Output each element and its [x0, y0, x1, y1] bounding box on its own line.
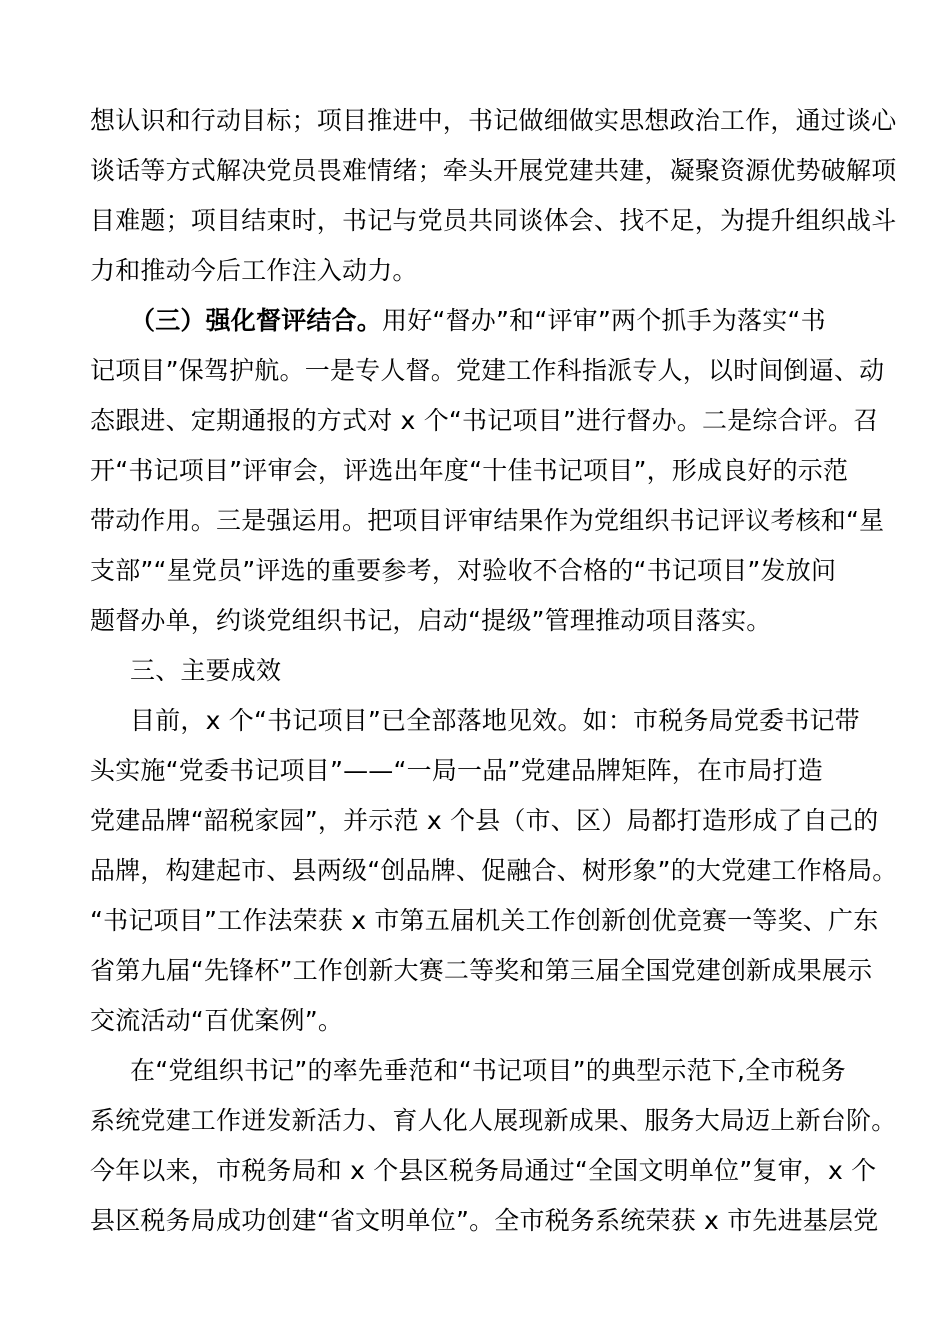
text-line: 目前，x 个“书记项目”已全部落地见效。如：市税务局党委书记带 [130, 706, 860, 735]
text-line: 今年以来，市税务局和 x 个县区税务局通过“全国文明单位”复审，x 个 [90, 1156, 877, 1185]
text-line: 在“党组织书记”的率先垂范和“书记项目”的典型示范下,全市税务 [130, 1056, 846, 1085]
text-line: 系统党建工作迸发新活力、育人化人展现新成果、服务大局迈上新台阶。 [90, 1106, 897, 1135]
text-line: 交流活动“百优案例”。 [90, 1006, 344, 1035]
text-line: 品牌，构建起市、县两级“创品牌、促融合、树形象”的大党建工作格局。 [90, 856, 898, 885]
text-line: 谈话等方式解决党员畏难情绪；牵头开展党建共建，凝聚资源优势破解项 [90, 156, 897, 185]
text-line: 头实施“党委书记项目”——“一局一品”党建品牌矩阵，在市局打造 [90, 756, 824, 785]
text-line: 记项目”保驾护航。一是专人督。党建工作科指派专人，以时间倒逼、动 [90, 356, 885, 385]
text-line: 开“书记项目”评审会，评选出年度“十佳书记项目”，形成良好的示范 [90, 456, 849, 485]
text-line: 县区税务局成功创建“省文明单位”。全市税务系统荣获 x 市先进基层党 [90, 1206, 879, 1235]
text-line: 支部”“星党员”评选的重要参考，对验收不合格的“书记项目”发放问 [90, 556, 837, 585]
text-line: 题督办单，约谈党组织书记，启动“提级”管理推动项目落实。 [90, 606, 772, 635]
text-line: 想认识和行动目标；项目推进中，书记做细做实思想政治工作，通过谈心 [90, 106, 897, 135]
text-line: 党建品牌“韶税家园”，并示范 x 个县（市、区）局都打造形成了自己的 [90, 806, 879, 835]
text-line: 态跟进、定期通报的方式对 x 个“书记项目”进行督办。二是综合评。召 [90, 406, 879, 435]
text-line: “书记项目”工作法荣获 x 市第五届机关工作创新创优竞赛一等奖、广东 [90, 906, 879, 935]
text-line: 带动作用。三是强运用。把项目评审结果作为党组织书记评议考核和“星 [90, 506, 885, 535]
text-line: 省第九届“先锋杯”工作创新大赛二等奖和第三届全国党建创新成果展示 [90, 956, 873, 985]
section-heading: （三）强化督评结合。 [130, 306, 383, 335]
section-heading-text: 用好“督办”和“评审”两个抓手为落实“书 [382, 306, 826, 335]
section-heading-line [130, 306, 826, 336]
text-line: 目难题；项目结束时，书记与党员共同谈体会、找不足，为提升组织战斗 [90, 206, 897, 235]
section-title: 三、主要成效 [130, 656, 282, 685]
text-line: 力和推动今后工作注入动力。 [90, 256, 418, 285]
